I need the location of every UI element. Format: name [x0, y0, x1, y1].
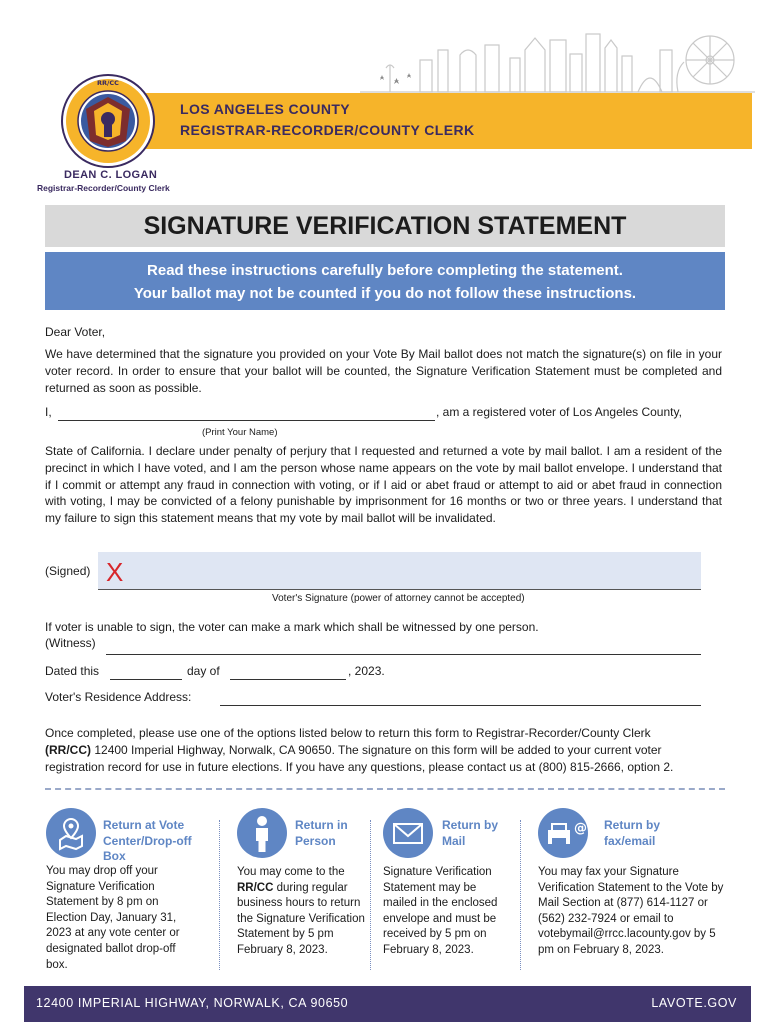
county-name: LOS ANGELES COUNTY — [180, 101, 351, 117]
registrar-title: Registrar-Recorder/County Clerk — [37, 183, 170, 193]
return-info-line-1: Once completed, please use one of the options listed below to return this form to Registrar-Recorder/County Clerk — [45, 726, 651, 740]
section-divider — [45, 788, 725, 790]
footer-website-link[interactable]: LAVOTE.GOV — [651, 996, 737, 1010]
residence-address-field[interactable] — [220, 689, 701, 706]
svg-text:RR/CC: RR/CC — [97, 79, 119, 87]
rrcc-abbrev: RR/CC — [237, 881, 274, 894]
map-pin-icon — [46, 808, 96, 858]
instructions-line-2: Your ballot may not be counted if you do not follow these instructions. — [133, 285, 637, 302]
department-name: REGISTRAR-RECORDER/COUNTY CLERK — [180, 122, 475, 138]
registrar-name: DEAN C. LOGAN — [64, 169, 158, 181]
return-info-line-2 — [45, 742, 735, 759]
registered-voter-text: , am a registered voter of Los Angeles County, — [436, 405, 682, 419]
option-in-person-title — [295, 818, 348, 849]
option-body-prefix: You may come to the — [237, 866, 345, 878]
signature-caption: Voter's Signature (power of attorney cannot be accepted) — [272, 593, 525, 604]
dated-year: , 2023. — [348, 664, 385, 678]
witness-field[interactable] — [106, 638, 701, 655]
option-mail-title — [442, 818, 498, 849]
fax-email-icon — [538, 808, 588, 858]
option-vote-center-title — [103, 818, 192, 865]
rrcc-abbrev: (RR/CC) — [45, 742, 91, 757]
instructions-banner — [45, 252, 725, 310]
option-in-person-body — [237, 865, 365, 959]
option-title-line: fax/email — [604, 833, 656, 848]
option-title-line: Return by — [442, 818, 499, 832]
option-title-line: Return at Vote — [103, 818, 185, 832]
footer-address: 12400 IMPERIAL HIGHWAY, NORWALK, CA 90650 — [36, 996, 349, 1010]
option-body-text: during regular business hours to return the Signature Verification Statement by 5 pm February 8, 2023. — [237, 881, 365, 956]
intro-paragraph: We have determined that the signature you provided on your Vote By Mail ballot does not match the signature(s) on file in your voter record. In order to ensure that your ballot will be counted, the Signature Verification Statement must be completed and returned as soon as possible. — [45, 347, 722, 395]
return-info-line-3: registration record for use in future elections. If you have any questions, please contact us at (800) 815-2666, option 2. — [45, 759, 674, 774]
signature-field[interactable] — [98, 552, 701, 590]
i-prefix: I, — [45, 405, 52, 419]
option-title-line: Return by — [604, 818, 661, 832]
option-title-line: Return in — [295, 818, 348, 832]
option-divider — [520, 820, 521, 970]
option-fax-email-title — [604, 818, 660, 849]
dated-day-of: day of — [187, 664, 220, 678]
witness-label: (Witness) — [45, 636, 96, 650]
option-mail-body: Signature Verification Statement may be mailed in the enclosed envelope and must be received by 5 pm on February 8, 2023. — [383, 866, 498, 956]
signature-x-mark: X — [106, 557, 124, 587]
signed-label: (Signed) — [45, 564, 91, 578]
page-title: SIGNATURE VERIFICATION STATEMENT — [45, 205, 725, 247]
option-title-line: Mail — [442, 833, 466, 848]
envelope-icon — [383, 808, 433, 858]
option-title-line: Box — [103, 849, 126, 863]
day-field[interactable] — [110, 663, 182, 680]
month-field[interactable] — [230, 663, 346, 680]
residence-label: Voter's Residence Address: — [45, 690, 192, 704]
option-vote-center-body: You may drop off your Signature Verification Statement by 8 pm on Election Day, January 31, 2023 at any vote center or designated ballot drop-off box. — [46, 865, 180, 971]
option-title-line: Person — [295, 833, 336, 848]
instructions-line-1: Read these instructions carefully before completing the statement. — [147, 262, 623, 279]
county-seal-logo — [60, 73, 156, 169]
salutation: Dear Voter, — [45, 325, 106, 339]
print-name-caption: (Print Your Name) — [202, 427, 278, 438]
footer-bar — [24, 986, 751, 1022]
svg-text:@: @ — [574, 821, 587, 836]
return-info-paragraph — [45, 725, 735, 775]
dated-prefix: Dated this — [45, 664, 100, 678]
city-skyline-illustration — [360, 20, 755, 94]
declaration-paragraph: State of California. I declare under penalty of perjury that I requested and returned a vote by mail ballot. I am a resident of the precinct in which I have voted, and I am the person whose name appears on the vote by mail ballot envelope. I understand that if I commit or attempt any fraud in connection with voting, or if I aid or abet fraud or attempt to aid or abet fraud in connection with voting, I may be convicted of a felony punishable by imprisonment for 16 months or two or three years. I understand that my failure to sign this statement means that my vote by mail ballot will be invalidated. — [45, 444, 722, 526]
option-divider — [219, 820, 220, 970]
witness-instructions: If voter is unable to sign, the voter can make a mark which shall be witnessed by one person. — [45, 620, 539, 634]
option-fax-email-body: You may fax your Signature Verification Statement to the Vote by Mail Section at (877) 614-1127 or (562) 232-7924 or email to votebymail@rrcc.lacounty.gov by 5 pm on February 8, 2023. — [538, 866, 724, 956]
option-title-line: Center/Drop-off — [103, 833, 192, 848]
return-info-address: 12400 Imperial Highway, Norwalk, CA 90650. The signature on this form will be added to your current voter — [94, 742, 662, 757]
person-icon — [237, 808, 287, 858]
option-divider — [370, 820, 371, 970]
print-name-field[interactable] — [58, 404, 435, 421]
